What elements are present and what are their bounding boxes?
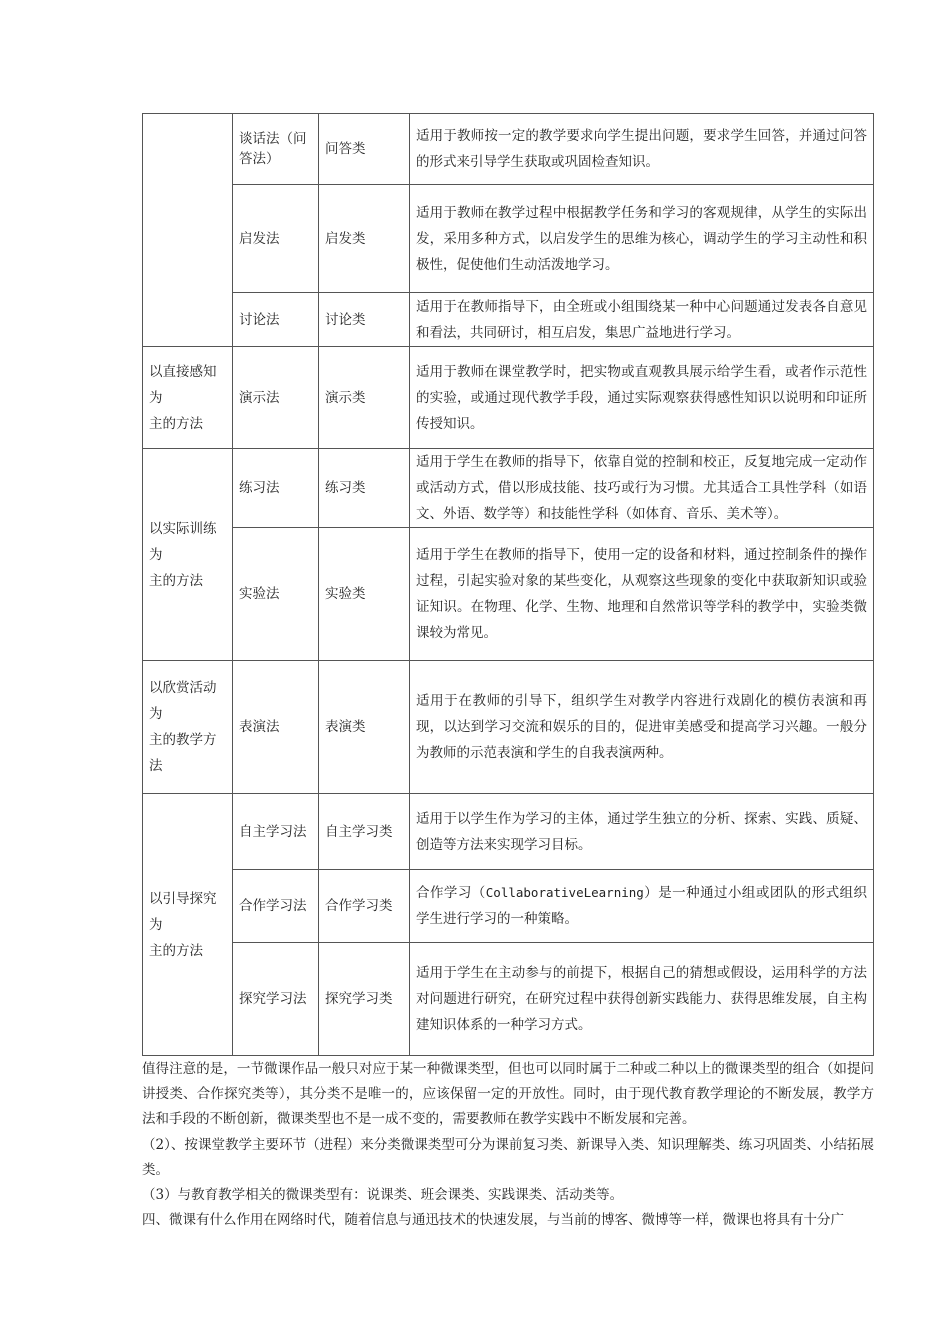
description-cell: 适用于教师在课堂教学时，把实物或直观教具展示给学生看，或者作示范性的实验，或通过现代教学手段，通过实际观察获得感性知识以说明和印证所传授知识。 — [410, 347, 874, 449]
description-cell: 适用于学生在主动参与的前提下，根据自己的猜想或假设，运用科学的方法对问题进行研究，在研究过程中获得创新实践能力、获得思维发展，自主构建知识体系的一种学习方式。 — [410, 943, 874, 1056]
table-row — [143, 528, 874, 661]
category-cell — [143, 347, 233, 449]
description-cell: 适用于学生在教师的指导下，使用一定的设备和材料，通过控制条件的操作过程，引起实验对象的某些变化，从观察这些现象的变化中获取新知识或验证知识。在物理、化学、生物、地理和自然常识等学科的教学中，实验类微课较为常见。 — [410, 528, 874, 661]
type-cell: 表演类 — [319, 661, 410, 794]
category-cell — [143, 114, 233, 347]
method-cell: 谈话法（问答法） — [233, 114, 319, 185]
section-heading-paragraph: 四、微课有什么作用在网络时代，随着信息与通迅技术的快速发展，与当前的博客、微博等一样，微课也将具有十分广 — [142, 1212, 844, 1228]
type-cell: 启发类 — [319, 185, 410, 293]
method-cell: 练习法 — [233, 449, 319, 528]
table-row — [143, 185, 874, 293]
method-cell: 讨论法 — [233, 293, 319, 347]
type-cell: 实验类 — [319, 528, 410, 661]
table-row — [143, 943, 874, 1056]
description-cell: 适用于教师按一定的教学要求向学生提出问题，要求学生回答，并通过问答的形式来引导学生获取或巩固检查知识。 — [410, 114, 874, 185]
type-cell: 练习类 — [319, 449, 410, 528]
category-line: 主的教学方法 — [149, 732, 217, 774]
description-text: 合作学习（ — [416, 885, 486, 901]
method-cell: 启发法 — [233, 185, 319, 293]
classification-paragraph: （2）、按课堂教学主要环节（进程）来分类微课类型可分为课前复习类、新课导入类、知识理解类、练习巩固类、小结拓展类。 — [142, 1137, 874, 1178]
note-paragraph: 值得注意的是，一节微课作品一般只对应于某一种微课类型，但也可以同时属于二种或二种以上的微课类型的组合（如提问讲授类、合作探究类等），其分类不是唯一的，应该保留一定的开放性。同时，由于现代教育教学理论的不断发展，教学方法和手段的不断创新，微课类型也不是一成不变的，需要教师在教学实践中不断发展和完善。 — [142, 1061, 874, 1127]
type-cell: 讨论类 — [319, 293, 410, 347]
type-cell: 演示类 — [319, 347, 410, 449]
description-cell: 适用于学生在教师的指导下，依靠自觉的控制和校正，反复地完成一定动作或活动方式，借以形成技能、技巧或行为习惯。尤其适合工具性学科（如语文、外语、数学等）和技能性学科（如体育、音乐、美术等）。 — [410, 449, 874, 528]
method-cell: 合作学习法 — [233, 870, 319, 943]
method-cell: 自主学习法 — [233, 794, 319, 870]
description-cell: 适用于教师在教学过程中根据教学任务和学习的客观规律，从学生的实际出发，采用多种方式，以启发学生的思维为核心，调动学生的学习主动性和积极性，促使他们生动活泼地学习。 — [410, 185, 874, 293]
category-cell — [143, 661, 233, 794]
category-line: 主的方法 — [149, 415, 203, 432]
type-cell: 自主学习类 — [319, 794, 410, 870]
category-line: 主的方法 — [149, 572, 203, 589]
table-row — [143, 114, 874, 185]
type-cell: 问答类 — [319, 114, 410, 185]
teaching-methods-table — [142, 113, 874, 1056]
type-cell: 探究学习类 — [319, 943, 410, 1056]
method-cell: 表演法 — [233, 661, 319, 794]
method-cell: 实验法 — [233, 528, 319, 661]
type-cell: 合作学习类 — [319, 870, 410, 943]
category-line: 以直接感知为 — [149, 363, 217, 406]
description-term: CollaborativeLearning — [485, 885, 644, 900]
description-cell: 适用于在教师的引导下，组织学生对教学内容进行戏剧化的模仿表演和再现，以达到学习交流和娱乐的目的，促进审美感受和提高学习兴趣。一般分为教师的示范表演和学生的自我表演两种。 — [410, 661, 874, 794]
table-row — [143, 449, 874, 528]
description-cell — [410, 870, 874, 943]
table-row — [143, 661, 874, 794]
method-cell: 演示法 — [233, 347, 319, 449]
category-cell — [143, 449, 233, 661]
table-row — [143, 347, 874, 449]
description-cell: 适用于以学生作为学习的主体，通过学生独立的分析、探索、实践、质疑、创造等方法来实现学习目标。 — [410, 794, 874, 870]
table-row — [143, 293, 874, 347]
category-line: 以欣赏活动为 — [149, 680, 217, 722]
description-cell: 适用于在教师指导下，由全班或小组围绕某一种中心问题通过发表各自意见和看法，共同研讨，相互启发，集思广益地进行学习。 — [410, 293, 874, 347]
table-row — [143, 870, 874, 943]
table-row — [143, 794, 874, 870]
method-cell: 探究学习法 — [233, 943, 319, 1056]
category-line: 主的方法 — [149, 942, 203, 959]
category-line: 以实际训练为 — [149, 520, 217, 563]
category-cell — [143, 794, 233, 1056]
category-line: 以引导探究为 — [149, 890, 217, 933]
related-types-paragraph: （3）与教育教学相关的微课类型有：说课类、班会课类、实践课类、活动类等。 — [142, 1187, 624, 1203]
description-text: ）是一种通过小组或团队的形式组织学生进行学习的一种策略。 — [416, 885, 868, 927]
